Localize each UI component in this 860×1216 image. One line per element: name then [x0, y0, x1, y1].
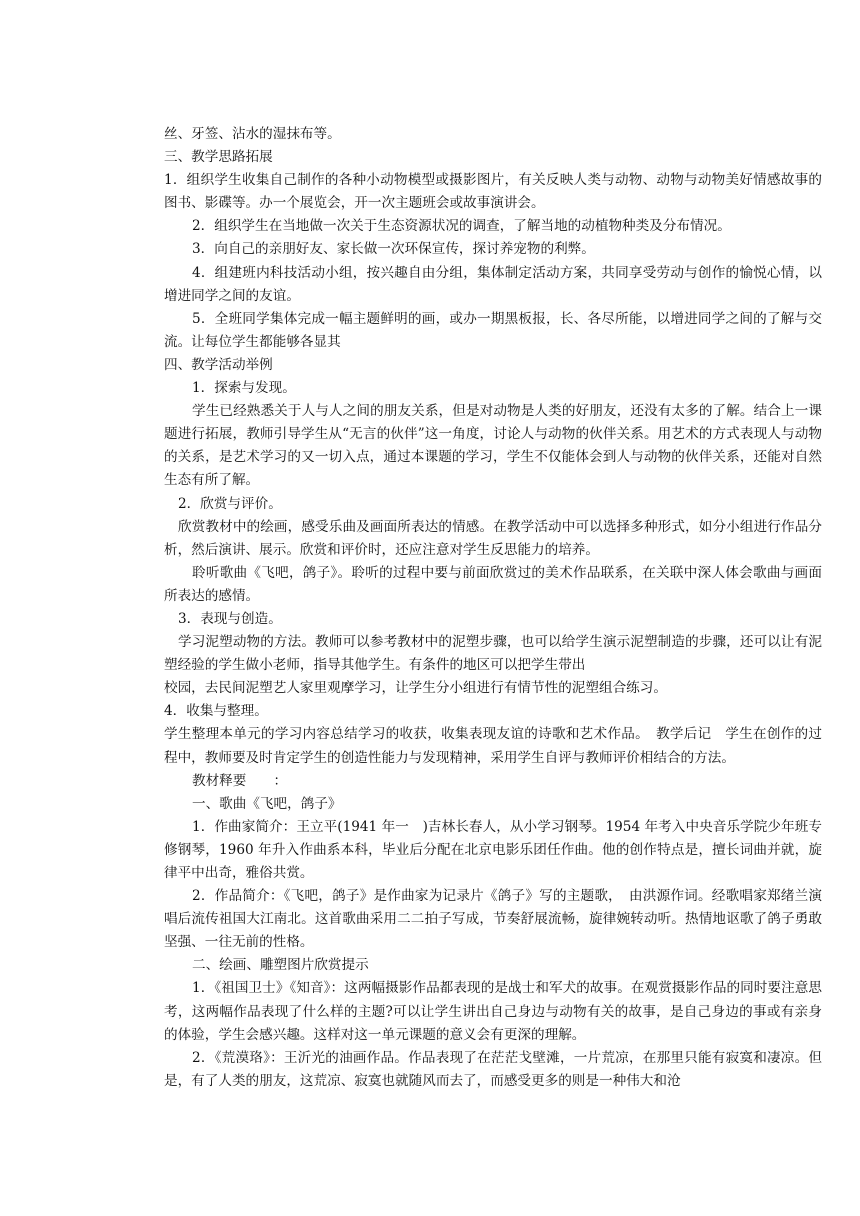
- subheading: 2．欣赏与评价。: [178, 495, 282, 512]
- paragraph: 3．向自己的亲朋好友、家长做一次环保宣传，探讨养宠物的利弊。: [192, 241, 595, 258]
- paragraph: 2．组织学生在当地做一次关于生态资源状况的调查，了解当地的动植物种类及分布情况。: [192, 218, 731, 235]
- paragraph: 1．作曲家简介：王立平(1941 年一 )吉林长春人，从小学习钢琴。1954 年考入中央音乐学院少年班专修钢琴，1960 年升入作曲系本科，毕业后分配在北京电影乐团任作曲。他的创作特点是，擅长词曲并就，旋律平中出奇，雅俗共赏。: [164, 818, 822, 881]
- section-heading: 四、教学活动举例: [164, 356, 273, 373]
- paragraph: 校园，去民间泥塑艺人家里观摩学习，让学生分小组进行有情节性的泥塑组合练习。: [164, 680, 667, 697]
- paragraph: 1．组织学生收集自己制作的各种小动物模型或摄影图片，有关反映人类与动物、动物与动物美好情感故事的图书、影碟等。办一个展览会，开一次主题班会或故事演讲会。: [164, 172, 822, 212]
- paragraph: 欣赏教材中的绘画，感受乐曲及画面所表达的情感。在教学活动中可以选择多种形式，如分小组进行作品分析，然后演讲、展示。欣赏和评价时，还应注意对学生反思能力的培养。: [164, 518, 822, 558]
- paragraph: 学习泥塑动物的方法。教师可以参考教材中的泥塑步骤，也可以给学生演示泥塑制造的步骤，还可以让有泥塑经验的学生做小老师，指导其他学生。有条件的地区可以把学生带出: [164, 634, 822, 674]
- document-page: [164, 123, 822, 1093]
- paragraph: 聆听歌曲《飞吧，鸽子》。聆听的过程中要与前面欣赏过的美术作品联系，在关联中深人体会歌曲与画面所表达的感情。: [164, 564, 822, 604]
- subheading: 一、歌曲《飞吧，鸽子》: [192, 795, 342, 812]
- paragraph: 5．全班同学集体完成一幅主题鲜明的画，或办一期黑板报，长、各尽所能，以增进同学之间的了解与交流。让每位学生都能够各显其: [164, 310, 822, 350]
- paragraph: 丝、牙签、沾水的湿抹布等。: [164, 126, 341, 142]
- subheading: 1．探索与发现。: [192, 380, 296, 397]
- paragraph: 2．作品简介：《飞吧，鸽子》是作曲家为记录片《鸽子》写的主题歌， 由洪源作词。经歌唱家郑绪兰演唱后流传祖国大江南北。这首歌曲采用二二拍子写成，节奏舒展流畅，旋律婉转动听。热情地讴歌了鸽子勇敢坚强、一往无前的性格。: [164, 888, 822, 951]
- paragraph: 2．《荒漠珞》：王沂光的油画作品。作品表现了在茫茫戈壁滩，一片荒凉，在那里只能有寂寞和凄凉。但是，有了人类的朋友，这荒凉、寂寞也就随风而去了，而感受更多的则是一种伟大和沧: [164, 1049, 822, 1089]
- section-heading: 三、教学思路拓展: [164, 149, 273, 166]
- paragraph: 学生已经熟悉关于人与人之间的朋友关系，但是对动物是人类的好朋友，还没有太多的了解。结合上一课题进行拓展，教师引导学生从“无言的伙伴”这一角度，讨论人与动物的伙伴关系。用艺术的方式表现人与动物的关系，是艺术学习的又一切入点，通过本课题的学习，学生不仅能体会到人与动物的伙伴关系，还能对自然生态有所了解。: [164, 403, 822, 489]
- paragraph: 4．组建班内科技活动小组，按兴趣自由分组，集体制定活动方案，共同享受劳动与创作的愉悦心情，以增进同学之间的友谊。: [164, 264, 822, 304]
- subheading: 4．收集与整理。: [164, 703, 268, 720]
- paragraph: 学生整理本单元的学习内容总结学习的收获，收集表现友谊的诗歌和艺术作品。 教学后记 学生在创作的过程中，教师要及时肯定学生的创造性能力与发现精神，采用学生自评与教师评价相结合的方法。: [164, 726, 822, 766]
- section-heading: 教材释要 ：: [192, 772, 288, 789]
- subheading: 二、绘画、雕塑图片欣赏提示: [192, 957, 369, 974]
- paragraph: 1．《祖国卫士》《知音》：这两幅摄影作品都表现的是战士和军犬的故事。在观赏摄影作品的同时要注意思考，这两幅作品表现了什么样的主题?可以让学生讲出自己身边与动物有关的故事，是自己身边的事或有亲身的体验，学生会感兴趣。这样对这一单元课题的意义会有更深的理解。: [164, 980, 822, 1043]
- subheading: 3．表现与创造。: [178, 610, 282, 627]
